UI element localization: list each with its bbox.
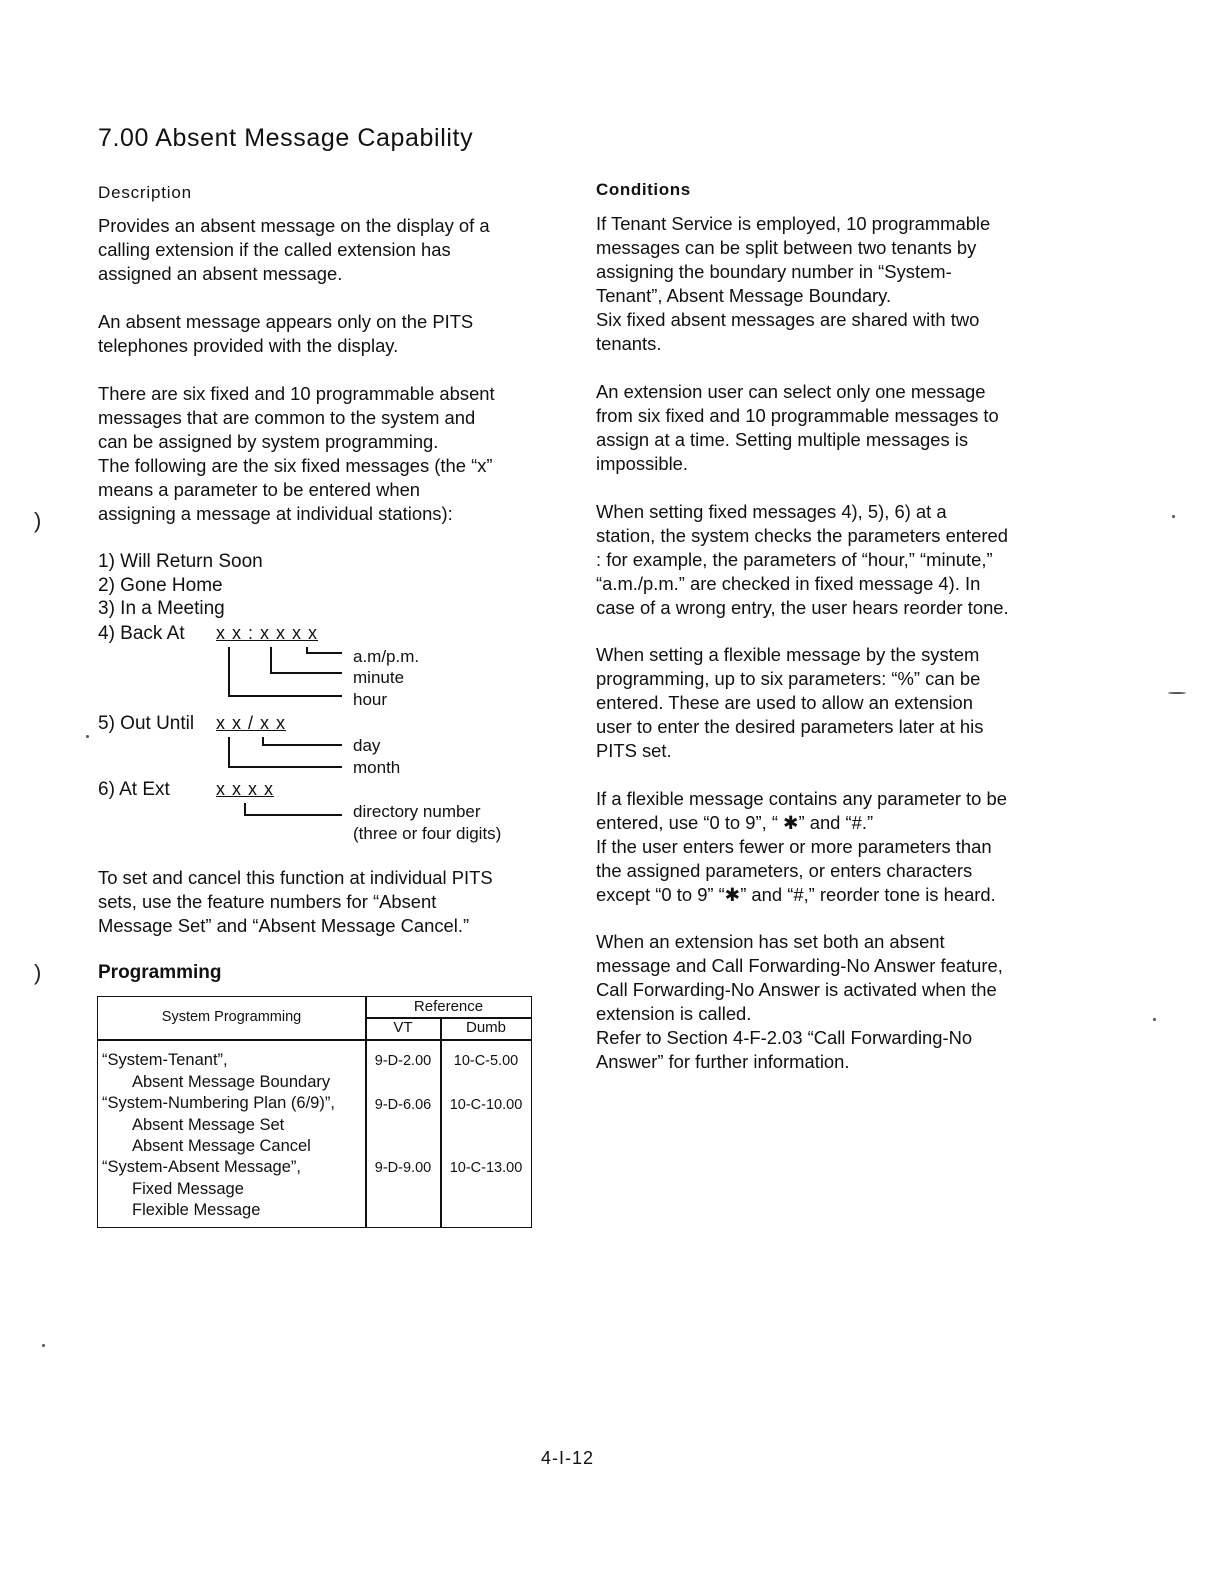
- parameter-entry-condition: [596, 787, 1007, 907]
- dumb-ref: 10-C-10.00: [449, 1097, 523, 1113]
- text-line: except “0 to 9” “✱” and “#,” reorder tone is heard.: [596, 884, 996, 905]
- param-label: hour: [353, 690, 388, 709]
- text-line: assign at a time. Setting multiple messages is: [596, 429, 969, 450]
- row-subitem: Flexible Message: [132, 1201, 261, 1219]
- row-subitem: Absent Message Set: [132, 1115, 285, 1134]
- param-label: minute: [353, 668, 405, 687]
- out-until-format: x x / x x: [216, 713, 287, 733]
- row-subitem: Absent Message Cancel: [132, 1137, 311, 1155]
- param-label: a.m/p.m.: [353, 647, 420, 666]
- list-item: 2) Gone Home: [98, 574, 223, 596]
- table-divider: [440, 1017, 442, 1227]
- scan-speck: [42, 1344, 45, 1347]
- text-line: An absent message appears only on the PITS: [98, 311, 474, 332]
- table-row: [102, 1050, 330, 1093]
- feature-numbers-paragraph: [98, 866, 493, 938]
- text-line: When setting fixed messages 4), 5), 6) at a: [596, 501, 947, 522]
- binding-hole-mark: ): [34, 508, 42, 533]
- param-label: directory number: [353, 802, 481, 821]
- text-line: assigned an absent message.: [98, 263, 343, 284]
- text-line: assigning a message at individual stations):: [98, 503, 453, 524]
- text-line: the assigned parameters, or enters characters: [596, 860, 973, 881]
- text-line: An extension user can select only one message: [596, 381, 986, 402]
- flexible-message-condition: [596, 643, 983, 763]
- text-line: If the user enters fewer or more parameters than: [596, 836, 992, 857]
- call-forwarding-condition: [596, 930, 1003, 1074]
- text-line: Message Set” and “Absent Message Cancel.”: [98, 915, 470, 936]
- row-title: “System-Absent Message”,: [102, 1158, 301, 1176]
- param-label: day: [353, 736, 381, 755]
- text-line: Tenant”, Absent Message Boundary.: [596, 285, 892, 306]
- text-line: can be assigned by system programming.: [98, 431, 439, 452]
- col-header-system-programming: System Programming: [161, 1009, 302, 1025]
- row-title: “System-Tenant”,: [102, 1051, 228, 1069]
- text-line: from six fixed and 10 programmable messages to: [596, 405, 999, 426]
- text-line: tenants.: [596, 333, 662, 354]
- bracket-line: [270, 647, 272, 673]
- text-line: If a flexible message contains any parameter to be: [596, 788, 1007, 809]
- scan-speck: [86, 735, 89, 738]
- vt-ref: 9-D-2.00: [374, 1053, 432, 1069]
- text-line: case of a wrong entry, the user hears reorder tone.: [596, 597, 1009, 618]
- text-line: station, the system checks the parameters entered: [596, 525, 1008, 546]
- bracket-line: [244, 814, 342, 816]
- text-line: Refer to Section 4-F-2.03 “Call Forwarding-No: [596, 1027, 973, 1048]
- bracket-line: [228, 766, 342, 768]
- bracket-line: [270, 672, 342, 674]
- text-line: programming, up to six parameters: “%” can be: [596, 668, 981, 689]
- text-line: To set and cancel this function at individual PITS: [98, 867, 493, 888]
- text-line: If Tenant Service is employed, 10 programmable: [596, 213, 991, 234]
- fixed-messages-paragraph: [98, 382, 495, 526]
- description-paragraph: [98, 214, 490, 286]
- bracket-line: [262, 744, 342, 746]
- text-line: : for example, the parameters of “hour,” “minute,”: [596, 549, 993, 570]
- text-line: There are six fixed and 10 programmable absent: [98, 383, 495, 404]
- text-line: When setting a flexible message by the system: [596, 644, 980, 665]
- text-line: Call Forwarding-No Answer is activated when the: [596, 979, 997, 1000]
- text-line: When an extension has set both an absent: [596, 931, 945, 952]
- bracket-line: [228, 647, 230, 696]
- back-at-format: x x : x x x x: [216, 623, 319, 643]
- text-line: assigning the boundary number in “System-: [596, 261, 952, 282]
- dumb-ref: 10-C-5.00: [453, 1053, 519, 1069]
- vt-ref: 9-D-9.00: [374, 1160, 432, 1176]
- table-row: [102, 1157, 301, 1222]
- row-subitem: Absent Message Boundary: [132, 1072, 331, 1091]
- fixed-messages-list: [98, 550, 263, 621]
- row-title: “System-Numbering Plan (6/9)”,: [102, 1094, 335, 1112]
- text-line: Provides an absent message on the display of a: [98, 215, 490, 236]
- page-number: 4-I-12: [541, 1448, 595, 1468]
- text-line: messages can be split between two tenants by: [596, 237, 977, 258]
- text-line: The following are the six fixed messages (the “x”: [98, 455, 493, 476]
- tenant-condition: [596, 212, 990, 356]
- text-line: entered. These are used to allow an extension: [596, 692, 973, 713]
- param-label: month: [353, 758, 401, 777]
- text-line: sets, use the feature numbers for “Absent: [98, 891, 437, 912]
- description-heading: Description: [98, 183, 192, 202]
- page-title: 7.00 Absent Message Capability: [98, 124, 474, 152]
- list-item: 3) In a Meeting: [98, 598, 225, 619]
- param-note: (three or four digits): [353, 824, 502, 843]
- table-row: [102, 1093, 335, 1158]
- scan-speck: [1168, 692, 1186, 694]
- text-line: telephones provided with the display.: [98, 335, 399, 356]
- text-line: Six fixed absent messages are shared with two: [596, 309, 980, 330]
- bracket-line: [228, 695, 342, 697]
- text-line: calling extension if the called extension has: [98, 239, 451, 260]
- binding-hole-mark: ): [34, 960, 42, 985]
- dumb-ref: 10-C-13.00: [449, 1160, 523, 1176]
- single-message-condition: [596, 380, 999, 476]
- table-divider: [98, 1039, 531, 1041]
- at-ext-label: 6) At Ext: [98, 779, 170, 800]
- text-line: user to enter the desired parameters later at his: [596, 716, 984, 737]
- text-line: extension is called.: [596, 1003, 752, 1024]
- text-line: PITS set.: [596, 740, 672, 761]
- text-line: means a parameter to be entered when: [98, 479, 421, 500]
- programming-table: [97, 996, 532, 1228]
- text-line: entered, use “0 to 9”, “ ✱” and “#.”: [596, 812, 874, 833]
- col-header-reference: Reference: [413, 998, 484, 1015]
- vt-ref: 9-D-6.06: [374, 1097, 432, 1113]
- programming-heading: Programming: [98, 962, 222, 983]
- text-line: messages that are common to the system and: [98, 407, 476, 428]
- text-line: impossible.: [596, 453, 688, 474]
- back-at-label: 4) Back At: [98, 623, 185, 644]
- text-line: Answer” for further information.: [596, 1051, 850, 1072]
- bracket-line: [228, 737, 230, 767]
- scan-speck: [1172, 515, 1175, 518]
- col-header-vt: VT: [393, 1019, 413, 1036]
- conditions-heading: Conditions: [596, 180, 691, 199]
- out-until-label: 5) Out Until: [98, 713, 195, 734]
- text-line: message and Call Forwarding-No Answer feature,: [596, 955, 1003, 976]
- parameter-check-condition: [596, 500, 1009, 620]
- scan-speck: [1153, 1018, 1156, 1021]
- list-item: 1) Will Return Soon: [98, 551, 263, 572]
- bracket-line: [306, 652, 342, 654]
- at-ext-format: x x x x: [216, 779, 275, 799]
- row-subitem: Fixed Message: [132, 1179, 244, 1198]
- col-header-dumb: Dumb: [465, 1019, 506, 1036]
- display-paragraph: [98, 310, 473, 358]
- text-line: “a.m./p.m.” are checked in fixed message 4). In: [596, 573, 981, 594]
